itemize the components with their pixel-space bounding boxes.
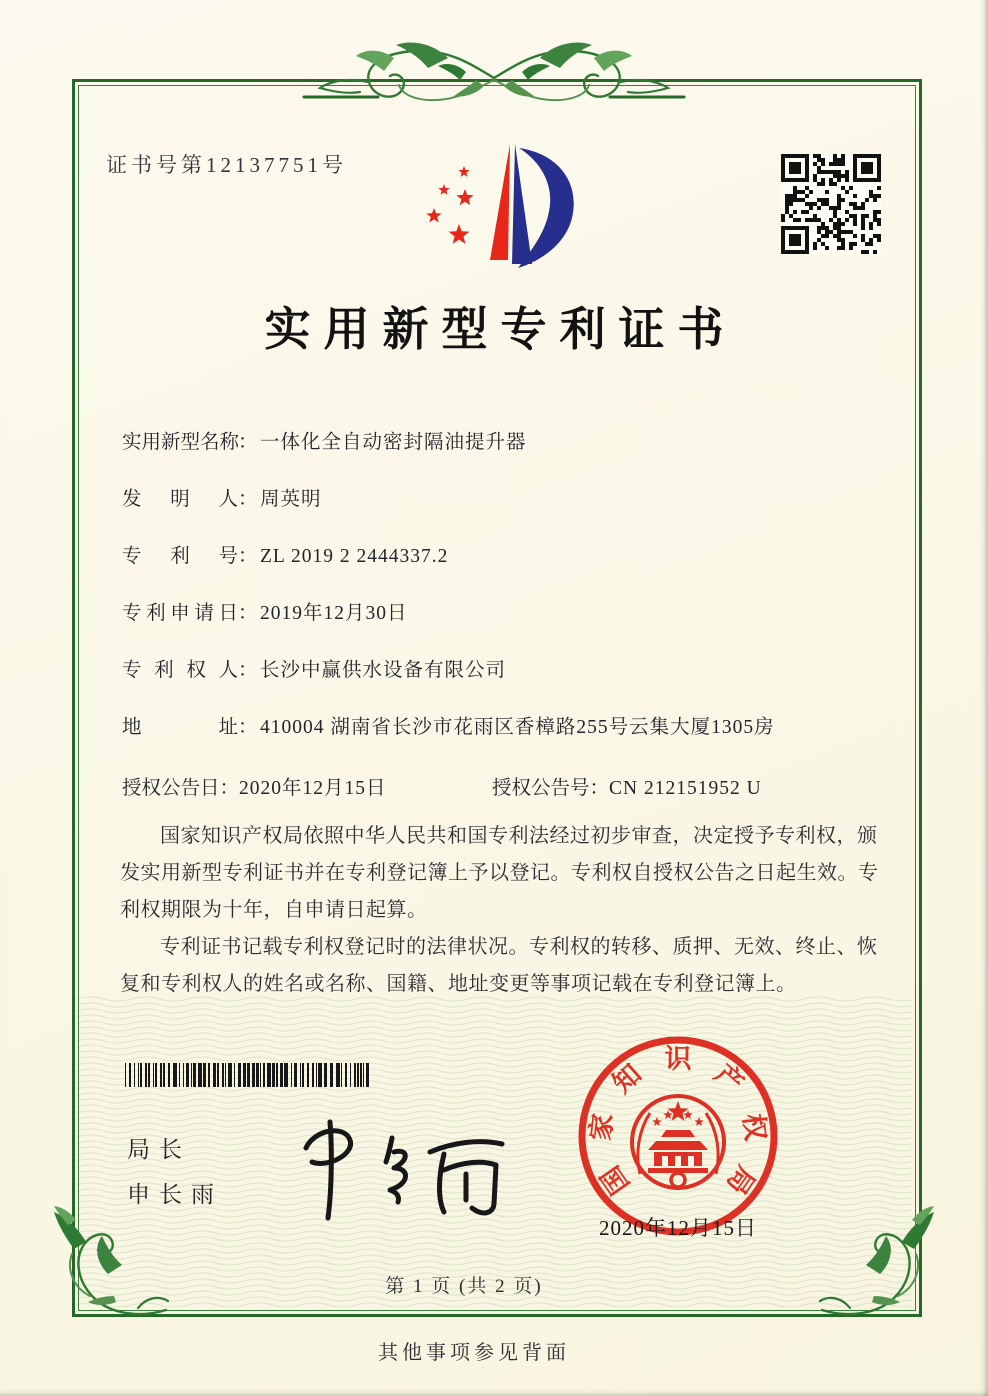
svg-text:识: 识 (664, 1044, 692, 1075)
field-label: 地址 (122, 717, 238, 738)
director-name: 申长雨 (127, 1182, 223, 1207)
page-number: 第 1 页 (共 2 页) (385, 1276, 543, 1297)
field-colon: ： (219, 778, 240, 799)
svg-text:局: 局 (720, 1160, 761, 1200)
legal-paragraphs (120, 818, 892, 1003)
field-label: 专利申请日 (122, 603, 238, 624)
field-colon: ： (238, 546, 258, 567)
field-colon: ： (589, 778, 610, 799)
back-note: 其他事项参见背面 (378, 1342, 570, 1364)
field-label: 专利号 (122, 546, 238, 567)
seal-date: 2020年12月15日 (599, 1216, 757, 1240)
field-row-patent-no (122, 544, 902, 570)
bottom-left-flourish-ornament-icon (46, 1202, 170, 1322)
field-colon: ： (238, 489, 258, 510)
patent-office-logo-icon (420, 138, 600, 288)
grant-date-label: 授权公告日 (122, 778, 220, 799)
field-label: 专利权人 (122, 660, 238, 681)
director-signature-icon (268, 1112, 512, 1230)
field-row-name (122, 430, 902, 456)
certificate-title: 实用新型专利证书 (264, 304, 737, 355)
field-row-inventor (122, 487, 902, 513)
grant-no-value: CN 212151952 U (609, 778, 762, 799)
field-value: 周英明 (260, 489, 322, 510)
bottom-right-flourish-ornament-icon (818, 1202, 942, 1322)
svg-text:权: 权 (737, 1111, 771, 1143)
field-row-address (122, 715, 902, 741)
field-value: 410004 湖南省长沙市花雨区香樟路255号云集大厦1305房 (260, 717, 775, 738)
field-colon: ： (238, 432, 258, 453)
grant-no-group (492, 772, 762, 800)
field-colon: ： (238, 660, 258, 681)
qr-code (781, 154, 881, 254)
field-row-filing-date (122, 601, 902, 627)
field-list (122, 430, 902, 772)
field-value: 一体化全自动密封隔油提升器 (260, 432, 527, 453)
field-colon: ： (238, 603, 258, 624)
field-label: 发明人 (122, 489, 238, 510)
certificate-number: 证书号第12137751号 (106, 153, 347, 177)
svg-text:知: 知 (606, 1058, 648, 1099)
field-row-patentee (122, 658, 902, 684)
grant-no-label: 授权公告号 (492, 778, 590, 799)
field-value: ZL 2019 2 2444337.2 (260, 546, 449, 567)
svg-text:产: 产 (708, 1058, 750, 1099)
barcode (125, 1063, 370, 1087)
legal-paragraph-1: 国家知识产权局依照中华人民共和国专利法经过初步审查，决定授予专利权，颁发实用新型专利证书并在专利登记簿上予以登记。专利权自授权公告之日起生效。专利权期限为十年，自申请日起算。 (120, 825, 879, 921)
national-ip-office-seal (572, 1030, 784, 1242)
top-flourish-ornament-icon (298, 20, 690, 132)
grant-row (122, 772, 902, 800)
field-value: 2019年12月30日 (260, 603, 408, 624)
grant-date-group (122, 778, 387, 799)
legal-paragraph-2: 专利证书记载专利权登记时的法律状况。专利权的转移、质押、无效、终止、恢复和专利权人的姓名或名称、国籍、地址变更等事项记载在专利登记簿上。 (120, 936, 878, 995)
field-colon: ： (238, 717, 258, 738)
svg-text:国: 国 (595, 1160, 636, 1200)
field-value: 长沙中赢供水设备有限公司 (260, 660, 507, 681)
director-title: 局长 (127, 1137, 191, 1162)
grant-date-value: 2020年12月15日 (239, 778, 387, 799)
svg-text:家: 家 (585, 1111, 619, 1143)
field-label: 实用新型名称 (122, 432, 240, 453)
